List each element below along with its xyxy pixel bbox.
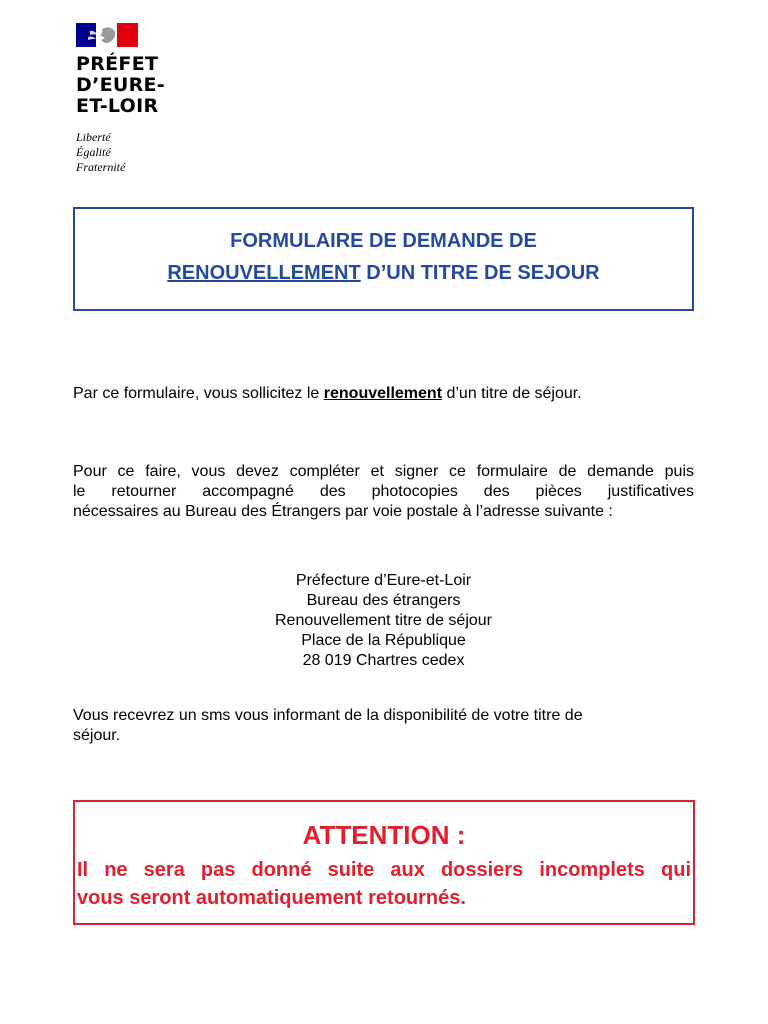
instructions-line-2: le retourner accompagné des photocopies des pièces justificatives bbox=[73, 483, 694, 500]
address-line-5: 28 019 Chartres cedex bbox=[302, 652, 465, 669]
form-title-rest: D’UN TITRE DE SEJOUR bbox=[360, 262, 600, 284]
intro-text-start: Par ce formulaire, vous sollicitez le bbox=[73, 385, 324, 402]
form-title-line-2 bbox=[75, 262, 692, 285]
sms-notice-line-1: Vous recevrez un sms vous informant de la disponibilité de votre titre de bbox=[73, 707, 583, 724]
marianne-flag-icon bbox=[76, 23, 138, 47]
address-line-4: Place de la République bbox=[301, 632, 466, 649]
address-line-3: Renouvellement titre de séjour bbox=[274, 612, 492, 629]
attention-line-1: Il ne sera pas donné suite aux dossiers incomplets qui bbox=[77, 859, 691, 881]
intro-paragraph bbox=[73, 384, 694, 404]
intro-emphasis: renouvellement bbox=[323, 385, 443, 402]
attention-title: ATTENTION : bbox=[302, 820, 466, 850]
attention-line-2: vous seront automatiquement retournés. bbox=[77, 887, 466, 909]
instructions-line-1: Pour ce faire, vous devez compléter et signer ce formulaire de demande puis bbox=[73, 463, 694, 480]
attention-message bbox=[77, 856, 691, 912]
republic-motto bbox=[76, 130, 125, 175]
form-title-line-1: FORMULAIRE DE DEMANDE DE bbox=[230, 230, 537, 252]
intro-text-end: d’un titre de séjour. bbox=[442, 385, 582, 402]
form-title-emphasis: RENOUVELLEMENT bbox=[167, 262, 361, 284]
motto-fraternite: Fraternité bbox=[76, 160, 126, 174]
sms-notice-line-2: séjour. bbox=[73, 727, 121, 744]
motto-egalite: Égalité bbox=[76, 145, 111, 159]
prefet-line-1: PRÉFET bbox=[76, 53, 159, 75]
instructions-line-3: nécessaires au Bureau des Étrangers par voie postale à l’adresse suivante : bbox=[73, 503, 613, 520]
prefet-name bbox=[76, 54, 165, 117]
prefet-line-3: ET-LOIR bbox=[76, 95, 159, 117]
motto-liberte: Liberté bbox=[76, 130, 111, 144]
attention-warning-box bbox=[73, 800, 695, 925]
sms-notice bbox=[73, 706, 694, 746]
prefecture-logo bbox=[56, 8, 220, 184]
address-line-1: Préfecture d’Eure-et-Loir bbox=[295, 572, 472, 589]
form-title-box bbox=[73, 207, 694, 311]
postal-address bbox=[73, 571, 694, 671]
address-line-2: Bureau des étrangers bbox=[306, 592, 461, 609]
prefet-line-2: D’EURE- bbox=[76, 74, 165, 96]
instructions-paragraph bbox=[73, 462, 694, 522]
